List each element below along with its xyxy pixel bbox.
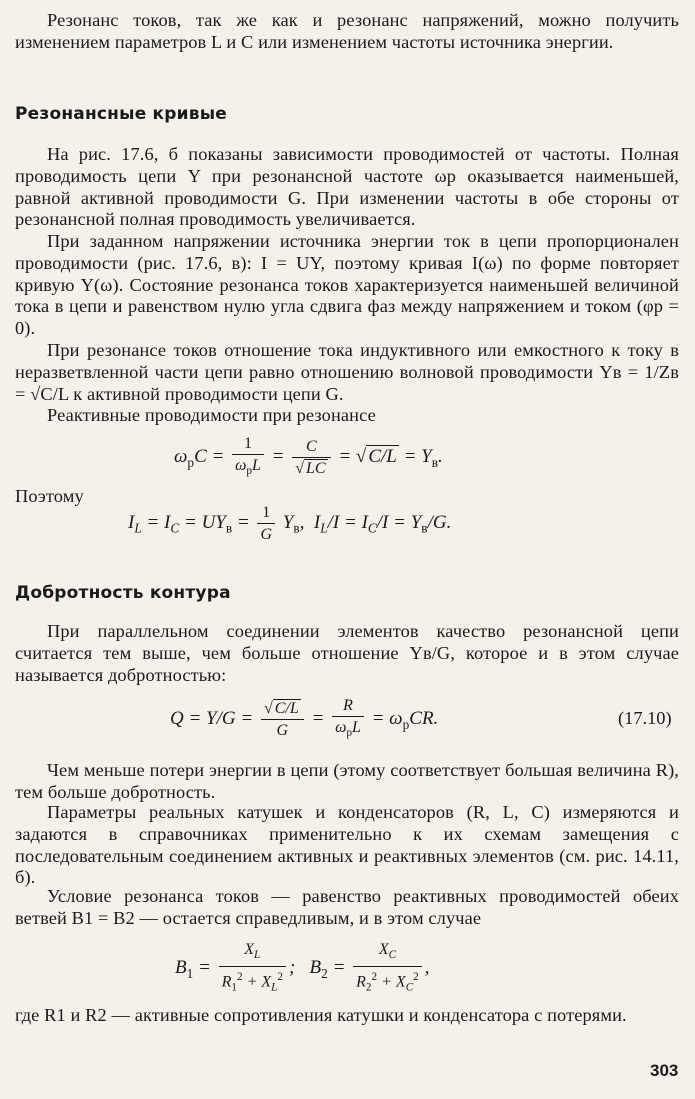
paragraph-reactive-conductances: Реактивные проводимости при резонансе — [47, 405, 376, 425]
paragraph-real-components: Параметры реальных катушек и конденсаторов (R, L, C) измеряются и задаются в справочниках применительно к их схемам замещения с последовательным соединением активных и реактивных элементов (см. рис. 14.11, б). — [15, 802, 679, 888]
formula-reactive-conductance: $\omega_рC$ = $\frac{1}{\omega_рL}$ = $\frac{C}{√ LC}$ = √ $C/L = Y_в$. — [174, 435, 443, 478]
formula-branch-susceptances: $B_1$ = $\frac{X_L}{R_1^2 + X_L^2}$ ; $B_2$ = $\frac{X_C}{R_2^2 + X_C^2}$ , — [175, 941, 430, 994]
paragraph-wave-conductance: При резонансе токов отношение тока индуктивного или емкостного к току в неразветвленной части цепи равно отношению волновой проводимости Yв = 1/Zв = √C/L к активной проводимости цепи G. — [15, 340, 679, 404]
paragraph-resistances: где R1 и R2 — активные сопротивления катушки и конденсатора с потерями. — [15, 1005, 627, 1025]
paragraph-resonance-condition: Условие резонанса токов — равенство реактивных проводимостей обеих ветвей B1 = B2 — остается справедливым, и в этом случае — [15, 886, 679, 928]
section-heading-quality-factor: Добротность контура — [15, 583, 231, 603]
paragraph-quality-definition: При параллельном соединении элементов качество резонансной цепи считается тем выше, чем больше отношение Yв/G, которое и в этом случае называется добротностью: — [15, 621, 679, 685]
paragraph-energy-losses: Чем меньше потери энергии в цепи (этому соответствует большая величина R), тем больше добротность. — [15, 760, 679, 802]
formula-currents: $I_L = I_C = UY_в$ = $\frac{1}{G}$ $Y_в$, $I_L/I = I_C/I = Y_в/G$. — [128, 504, 452, 543]
formula-quality-factor: Q = Y/G = $\frac{√ C/L}{G}$ = $\frac{R}{\omega_рL}$ = $\omega_рCR$. — [170, 697, 439, 740]
page-number: 303 — [650, 1061, 679, 1080]
paragraph-current-proportional: При заданном напряжении источника энергии ток в цепи пропорционален проводимости (рис. 17.6, в): I = UY, поэтому кривая I(ω) по форме повторяет кривую Y(ω). Состояние резонанса токов характеризуется наименьшей величиной тока в цепи и равенством нулю угла сдвига фаз между напряжением и током (φр = 0). — [15, 231, 679, 339]
therefore-label: Поэтому — [15, 486, 84, 506]
paragraph-conductance-frequency: На рис. 17.6, б показаны зависимости проводимостей от частоты. Полная проводимость цепи Y при резонансной частоте ωр оказывается наименьшей, равной активной проводимости G. При изменении частоты в обе стороны от резонансной полная проводимость увеличивается. — [15, 144, 679, 230]
intro-paragraph: Резонанс токов, так же как и резонанс напряжений, можно получить изменением параметров L и C или изменением частоты источника энергии. — [15, 10, 679, 52]
section-heading-resonance-curves: Резонансные кривые — [15, 104, 228, 124]
equation-number: (17.10) — [618, 708, 672, 728]
